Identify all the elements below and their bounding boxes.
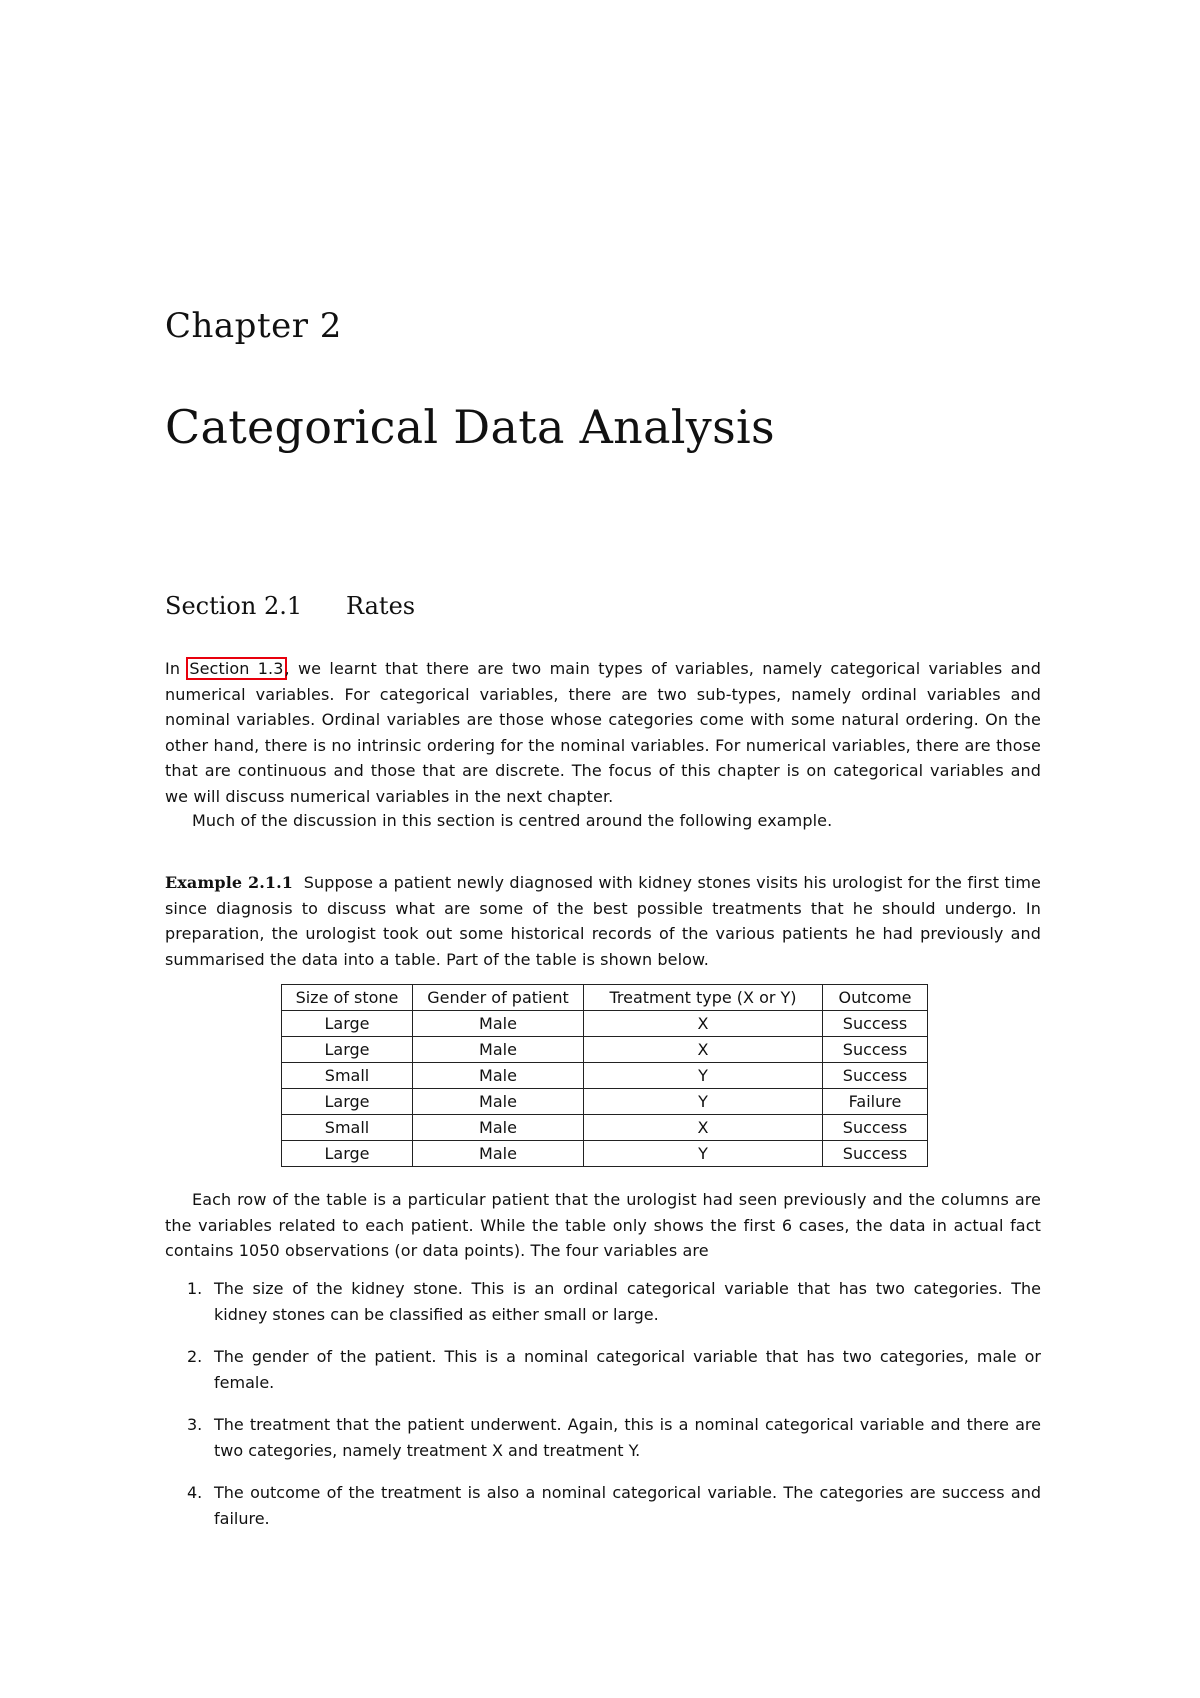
cell-size: Large: [282, 1089, 413, 1115]
cell-outcome: Success: [823, 1037, 928, 1063]
cell-treatment: X: [584, 1037, 823, 1063]
variables-list: [165, 1276, 1041, 1548]
list-item: [165, 1412, 1041, 1463]
cell-outcome: Success: [823, 1011, 928, 1037]
cell-size: Large: [282, 1141, 413, 1167]
header-outcome: Outcome: [823, 985, 928, 1011]
list-item-text: The gender of the patient. This is a nominal categorical variable that has two categories, male or female.: [214, 1347, 1041, 1392]
table-row: [282, 1115, 928, 1141]
list-marker: 3.: [187, 1415, 203, 1434]
list-item: [165, 1344, 1041, 1395]
list-item: [165, 1276, 1041, 1327]
example-text: Suppose a patient newly diagnosed with kidney stones visits his urologist for the first time since diagnosis to discuss what are some of the best possible treatments that he should undergo. In preparation, the urologist took out some historical records of the various patients he had previously and summarised the data into a table. Part of the table is shown below.: [165, 873, 1041, 969]
header-size-of-stone: Size of stone: [282, 985, 413, 1011]
cell-gender: Male: [413, 1011, 584, 1037]
list-item: [165, 1480, 1041, 1531]
section-title: Rates: [346, 592, 416, 620]
cell-gender: Male: [413, 1063, 584, 1089]
cell-treatment: X: [584, 1011, 823, 1037]
variables-intro-paragraph: Each row of the table is a particular patient that the urologist had seen previously and the columns are the variables related to each patient. While the table only shows the first 6 cases, the data in actual fact contains 1050 observations (or data points). The four variables are: [165, 1190, 1041, 1260]
section-heading: [165, 592, 415, 620]
table-row: [282, 1063, 928, 1089]
table-row: [282, 1089, 928, 1115]
section-number: Section 2.1: [165, 592, 303, 620]
table-header-row: [282, 985, 928, 1011]
intro-prefix: In: [165, 659, 189, 678]
cell-size: Small: [282, 1115, 413, 1141]
cell-gender: Male: [413, 1141, 584, 1167]
table-row: [282, 1011, 928, 1037]
header-treatment-type: Treatment type (X or Y): [584, 985, 823, 1011]
patient-records-table: [281, 984, 928, 1167]
discussion-paragraph: Much of the discussion in this section is centred around the following example.: [192, 811, 833, 830]
table-row: [282, 1141, 928, 1167]
table-row: [282, 1037, 928, 1063]
chapter-label: Chapter 2: [165, 306, 342, 346]
cell-outcome: Failure: [823, 1089, 928, 1115]
cell-gender: Male: [413, 1037, 584, 1063]
cell-treatment: Y: [584, 1089, 823, 1115]
cell-gender: Male: [413, 1115, 584, 1141]
cell-size: Small: [282, 1063, 413, 1089]
chapter-title: Categorical Data Analysis: [165, 400, 775, 454]
list-item-text: The outcome of the treatment is also a nominal categorical variable. The categories are success and failure.: [214, 1483, 1041, 1528]
list-marker: 4.: [187, 1483, 203, 1502]
cell-treatment: Y: [584, 1063, 823, 1089]
cell-treatment: Y: [584, 1141, 823, 1167]
header-gender: Gender of patient: [413, 985, 584, 1011]
list-item-text: The size of the kidney stone. This is an ordinal categorical variable that has two categories. The kidney stones can be classified as either small or large.: [214, 1279, 1041, 1324]
section-1-3-link[interactable]: Section 1.3: [186, 657, 286, 680]
cell-outcome: Success: [823, 1141, 928, 1167]
cell-gender: Male: [413, 1089, 584, 1115]
example-paragraph: [165, 870, 1041, 972]
example-label: Example 2.1.1: [165, 873, 294, 892]
cell-outcome: Success: [823, 1063, 928, 1089]
list-marker: 2.: [187, 1347, 203, 1366]
list-item-text: The treatment that the patient underwent. Again, this is a nominal categorical variable and there are two categories, namely treatment X and treatment Y.: [214, 1415, 1041, 1460]
list-marker: 1.: [187, 1279, 203, 1298]
cell-outcome: Success: [823, 1115, 928, 1141]
cell-size: Large: [282, 1011, 413, 1037]
cell-treatment: X: [584, 1115, 823, 1141]
cell-size: Large: [282, 1037, 413, 1063]
intro-paragraph: [165, 656, 1041, 809]
intro-text: , we learnt that there are two main types of variables, namely categorical variables and numerical variables. For categorical variables, there are two sub-types, namely ordinal variables and nominal variables. Ordinal variables are those whose categories come with some natural ordering. On the other hand, there is no intrinsic ordering for the nominal variables. For numerical variables, there are those that are continuous and those that are discrete. The focus of this chapter is on categorical variables and we will discuss numerical variables in the next chapter.: [165, 659, 1042, 806]
